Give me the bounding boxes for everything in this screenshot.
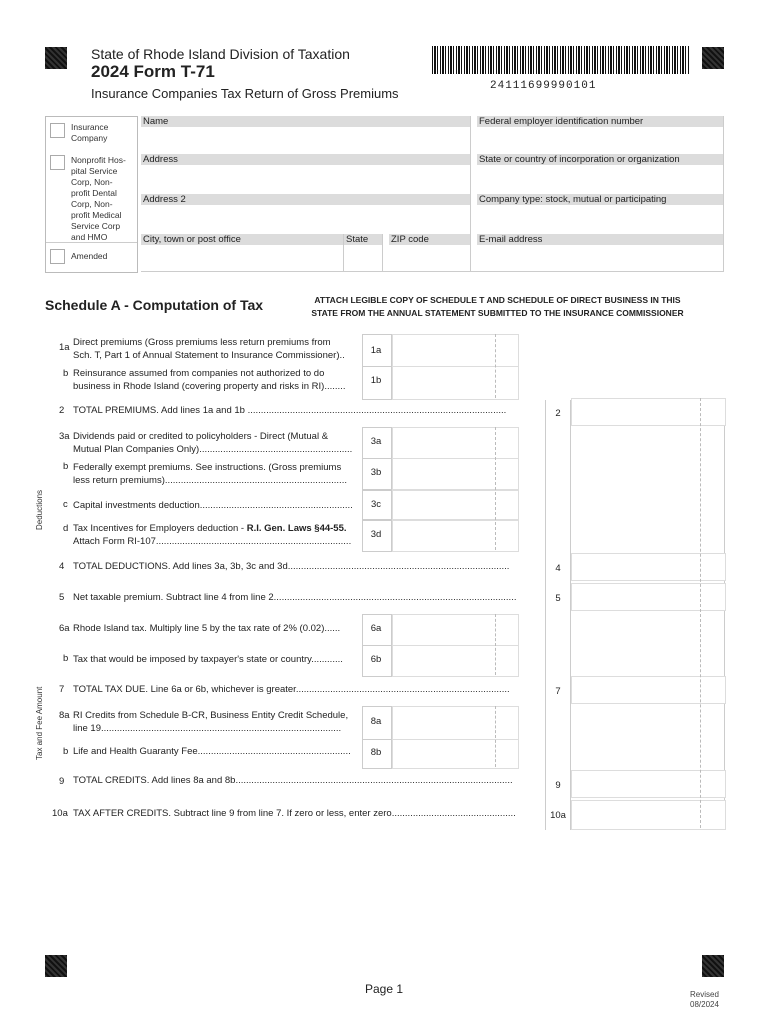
tax-fee-label: Tax and Fee Amount xyxy=(35,686,44,760)
line-1a-number: 1a xyxy=(59,342,70,353)
fein-label: Federal employer identification number xyxy=(477,116,724,127)
divider xyxy=(382,234,383,272)
email-input[interactable] xyxy=(477,246,723,271)
revised-value: 08/2024 xyxy=(690,1000,719,1009)
line-9-number: 9 xyxy=(59,776,65,787)
attach-note-line-2: STATE FROM THE ANNUAL STATEMENT SUBMITTED TO THE INSURANCE COMMISSIONER xyxy=(311,308,684,318)
address-label: Address xyxy=(141,154,470,165)
barcode-icon xyxy=(432,46,690,74)
company-type-label: Company type: stock, mutual or participating xyxy=(477,194,724,205)
line-8b-box-label: 8b xyxy=(370,747,382,758)
line-10a-box-label: 10a xyxy=(550,810,566,821)
line-3d-text-1a: Tax Incentives for Employers deduction - xyxy=(73,523,247,534)
line-1b-number: b xyxy=(63,368,69,379)
divider xyxy=(46,242,137,243)
line-3d-box-label: 3d xyxy=(370,529,382,540)
line-6a-number: 6a xyxy=(59,623,70,634)
line-6b-box-label: 6b xyxy=(370,654,382,665)
state-input[interactable] xyxy=(344,246,381,271)
registration-mark-top-right xyxy=(702,47,724,69)
divider xyxy=(343,234,344,272)
line-2-number: 2 xyxy=(59,405,65,416)
divider xyxy=(724,400,725,830)
line-3c-text: Capital investments deduction.......................................................... xyxy=(73,500,353,511)
line-1b-input[interactable] xyxy=(392,366,519,400)
name-input[interactable] xyxy=(141,128,469,154)
line-3d-input[interactable] xyxy=(392,520,519,552)
line-3a-box-label: 3a xyxy=(370,436,382,447)
divider xyxy=(723,116,724,272)
line-8b-number: b xyxy=(63,746,69,757)
line-9-box-label: 9 xyxy=(555,780,561,791)
cents-separator xyxy=(700,398,701,828)
insurance-company-label: Insurance Company xyxy=(71,122,109,143)
line-8a-number: 8a xyxy=(59,710,70,721)
line-9-input[interactable] xyxy=(571,770,726,798)
line-4-box-label: 4 xyxy=(555,563,561,574)
line-8a-text-2: line 19........................................................................................... xyxy=(73,723,342,734)
divider xyxy=(570,400,571,830)
state-of-incorporation-input[interactable] xyxy=(477,166,723,194)
line-2-input[interactable] xyxy=(571,398,726,426)
address-input[interactable] xyxy=(141,166,469,194)
line-1b-text-1: Reinsurance assumed from companies not authorized to do xyxy=(73,368,325,379)
email-label: E-mail address xyxy=(477,234,724,245)
line-7-input[interactable] xyxy=(571,676,726,704)
nonprofit-label: Nonprofit Hos- pital Service Corp, Non- profit Dental Corp, Non- profit Medical Service Corp and HMO xyxy=(71,155,126,242)
line-2-box-label: 2 xyxy=(555,408,561,419)
line-1b-box-label: 1b xyxy=(370,375,382,386)
attach-note-line-1: ATTACH LEGIBLE COPY OF SCHEDULE T AND SCHEDULE OF DIRECT BUSINESS IN THIS xyxy=(314,295,681,305)
attach-note xyxy=(275,294,720,320)
line-7-box-label: 7 xyxy=(555,686,561,697)
line-6a-text: Rhode Island tax. Multiply line 5 by the tax rate of 2% (0.02)...... xyxy=(73,623,341,634)
fein-input[interactable] xyxy=(477,128,723,154)
divider xyxy=(141,271,724,272)
cents-separator xyxy=(495,427,496,550)
line-1a-box-label: 1a xyxy=(370,345,382,356)
amended-label: Amended xyxy=(71,251,108,261)
line-6b-text: Tax that would be imposed by taxpayer's state or country............ xyxy=(73,654,343,665)
line-3c-input[interactable] xyxy=(392,490,519,520)
line-3b-input[interactable] xyxy=(392,458,519,490)
line-10a-text: TAX AFTER CREDITS. Subtract line 9 from line 7. If zero or less, enter zero............................................... xyxy=(73,808,516,819)
state-label: State xyxy=(344,234,382,245)
line-7-text: TOTAL TAX DUE. Line 6a or 6b, whichever is greater................................................................................. xyxy=(73,684,510,695)
insurance-company-checkbox[interactable] xyxy=(50,123,65,138)
line-3d-text-2: Attach Form RI-107.......................................................................... xyxy=(73,536,352,547)
line-1a-text-1: Direct premiums (Gross premiums less return premiums from xyxy=(73,337,331,348)
amended-checkbox[interactable] xyxy=(50,249,65,264)
line-6a-input[interactable] xyxy=(392,614,519,646)
cents-separator xyxy=(495,334,496,398)
state-of-incorporation-label: State or country of incorporation or organization xyxy=(477,154,724,165)
line-3a-text-2: Mutual Plan Companies Only).......................................................... xyxy=(73,444,353,455)
registration-mark-bottom-right xyxy=(702,955,724,977)
zip-label: ZIP code xyxy=(389,234,470,245)
registration-mark-bottom-left xyxy=(45,955,67,977)
line-10a-input[interactable] xyxy=(571,800,726,830)
line-8a-text-1: RI Credits from Schedule B-CR, Business Entity Credit Schedule, xyxy=(73,710,349,721)
line-6a-box-label: 6a xyxy=(370,623,382,634)
line-4-input[interactable] xyxy=(571,553,726,581)
line-5-input[interactable] xyxy=(571,583,726,611)
line-3b-box-label: 3b xyxy=(370,467,382,478)
line-3c-number: c xyxy=(63,499,68,510)
form-number: 2024 Form T-71 xyxy=(91,62,215,81)
line-9-text: TOTAL CREDITS. Add lines 8a and 8b......................................................................................................... xyxy=(73,775,513,786)
revised-label: Revised xyxy=(690,990,719,999)
line-3c-box-label: 3c xyxy=(370,499,382,510)
revised-date xyxy=(690,990,719,1010)
line-3d-law-ref: R.I. Gen. Laws §44-55. xyxy=(246,523,347,534)
line-1a-input[interactable] xyxy=(392,334,519,368)
line-5-number: 5 xyxy=(59,592,65,603)
line-3b-text-1: Federally exempt premiums. See instructions. (Gross premiums xyxy=(73,462,342,473)
line-3d-text-1 xyxy=(73,522,347,535)
line-3a-input[interactable] xyxy=(392,427,519,459)
line-3b-text-2: less return premiums)..................................................................... xyxy=(73,475,347,486)
line-6b-number: b xyxy=(63,653,69,664)
schedule-a-title: Schedule A - Computation of Tax xyxy=(45,297,264,313)
nonprofit-checkbox[interactable] xyxy=(50,155,65,170)
line-3d-number: d xyxy=(63,523,69,534)
line-8b-input[interactable] xyxy=(392,739,519,769)
line-3a-number: 3a xyxy=(59,431,70,442)
line-4-text: TOTAL DEDUCTIONS. Add lines 3a, 3b, 3c and 3d.................................................................................... xyxy=(73,561,510,572)
city-input[interactable] xyxy=(141,246,343,271)
address2-input[interactable] xyxy=(141,206,469,234)
barcode-number: 24111699990101 xyxy=(490,80,597,92)
page-number: Page 1 xyxy=(365,982,404,996)
line-7-number: 7 xyxy=(59,684,65,695)
registration-mark-top-left xyxy=(45,47,67,69)
divider xyxy=(470,116,471,272)
form-title: Insurance Companies Tax Return of Gross Premiums xyxy=(91,86,399,101)
line-1a-text-2: Sch. T, Part 1 of Annual Statement to Insurance Commissioner).. xyxy=(73,350,345,361)
line-5-text: Net taxable premium. Subtract line 4 from line 2............................................................................................ xyxy=(73,592,517,603)
line-1b-text-2: business in Rhode Island (covering property and risks in RI)........ xyxy=(73,381,346,392)
line-3b-number: b xyxy=(63,461,69,472)
line-5-box-label: 5 xyxy=(555,593,561,604)
divider xyxy=(545,400,546,830)
line-4-number: 4 xyxy=(59,561,65,572)
zip-input[interactable] xyxy=(389,246,469,271)
name-label: Name xyxy=(141,116,470,127)
line-8a-box-label: 8a xyxy=(370,716,382,727)
deductions-label: Deductions xyxy=(35,489,44,530)
line-10a-number: 10a xyxy=(52,808,68,819)
line-3a-text-1: Dividends paid or credited to policyholders - Direct (Mutual & xyxy=(73,431,329,442)
company-type-input[interactable] xyxy=(477,206,723,234)
line-6b-input[interactable] xyxy=(392,645,519,677)
agency-name: State of Rhode Island Division of Taxation xyxy=(91,46,350,62)
cents-separator xyxy=(495,614,496,675)
cents-separator xyxy=(495,706,496,767)
line-8b-text: Life and Health Guaranty Fee.......................................................... xyxy=(73,746,351,757)
line-8a-input[interactable] xyxy=(392,706,519,740)
address2-label: Address 2 xyxy=(141,194,470,205)
entity-type-panel xyxy=(45,116,138,273)
line-2-text: TOTAL PREMIUMS. Add lines 1a and 1b .................................................................................................. xyxy=(73,405,507,416)
city-label: City, town or post office xyxy=(141,234,344,245)
